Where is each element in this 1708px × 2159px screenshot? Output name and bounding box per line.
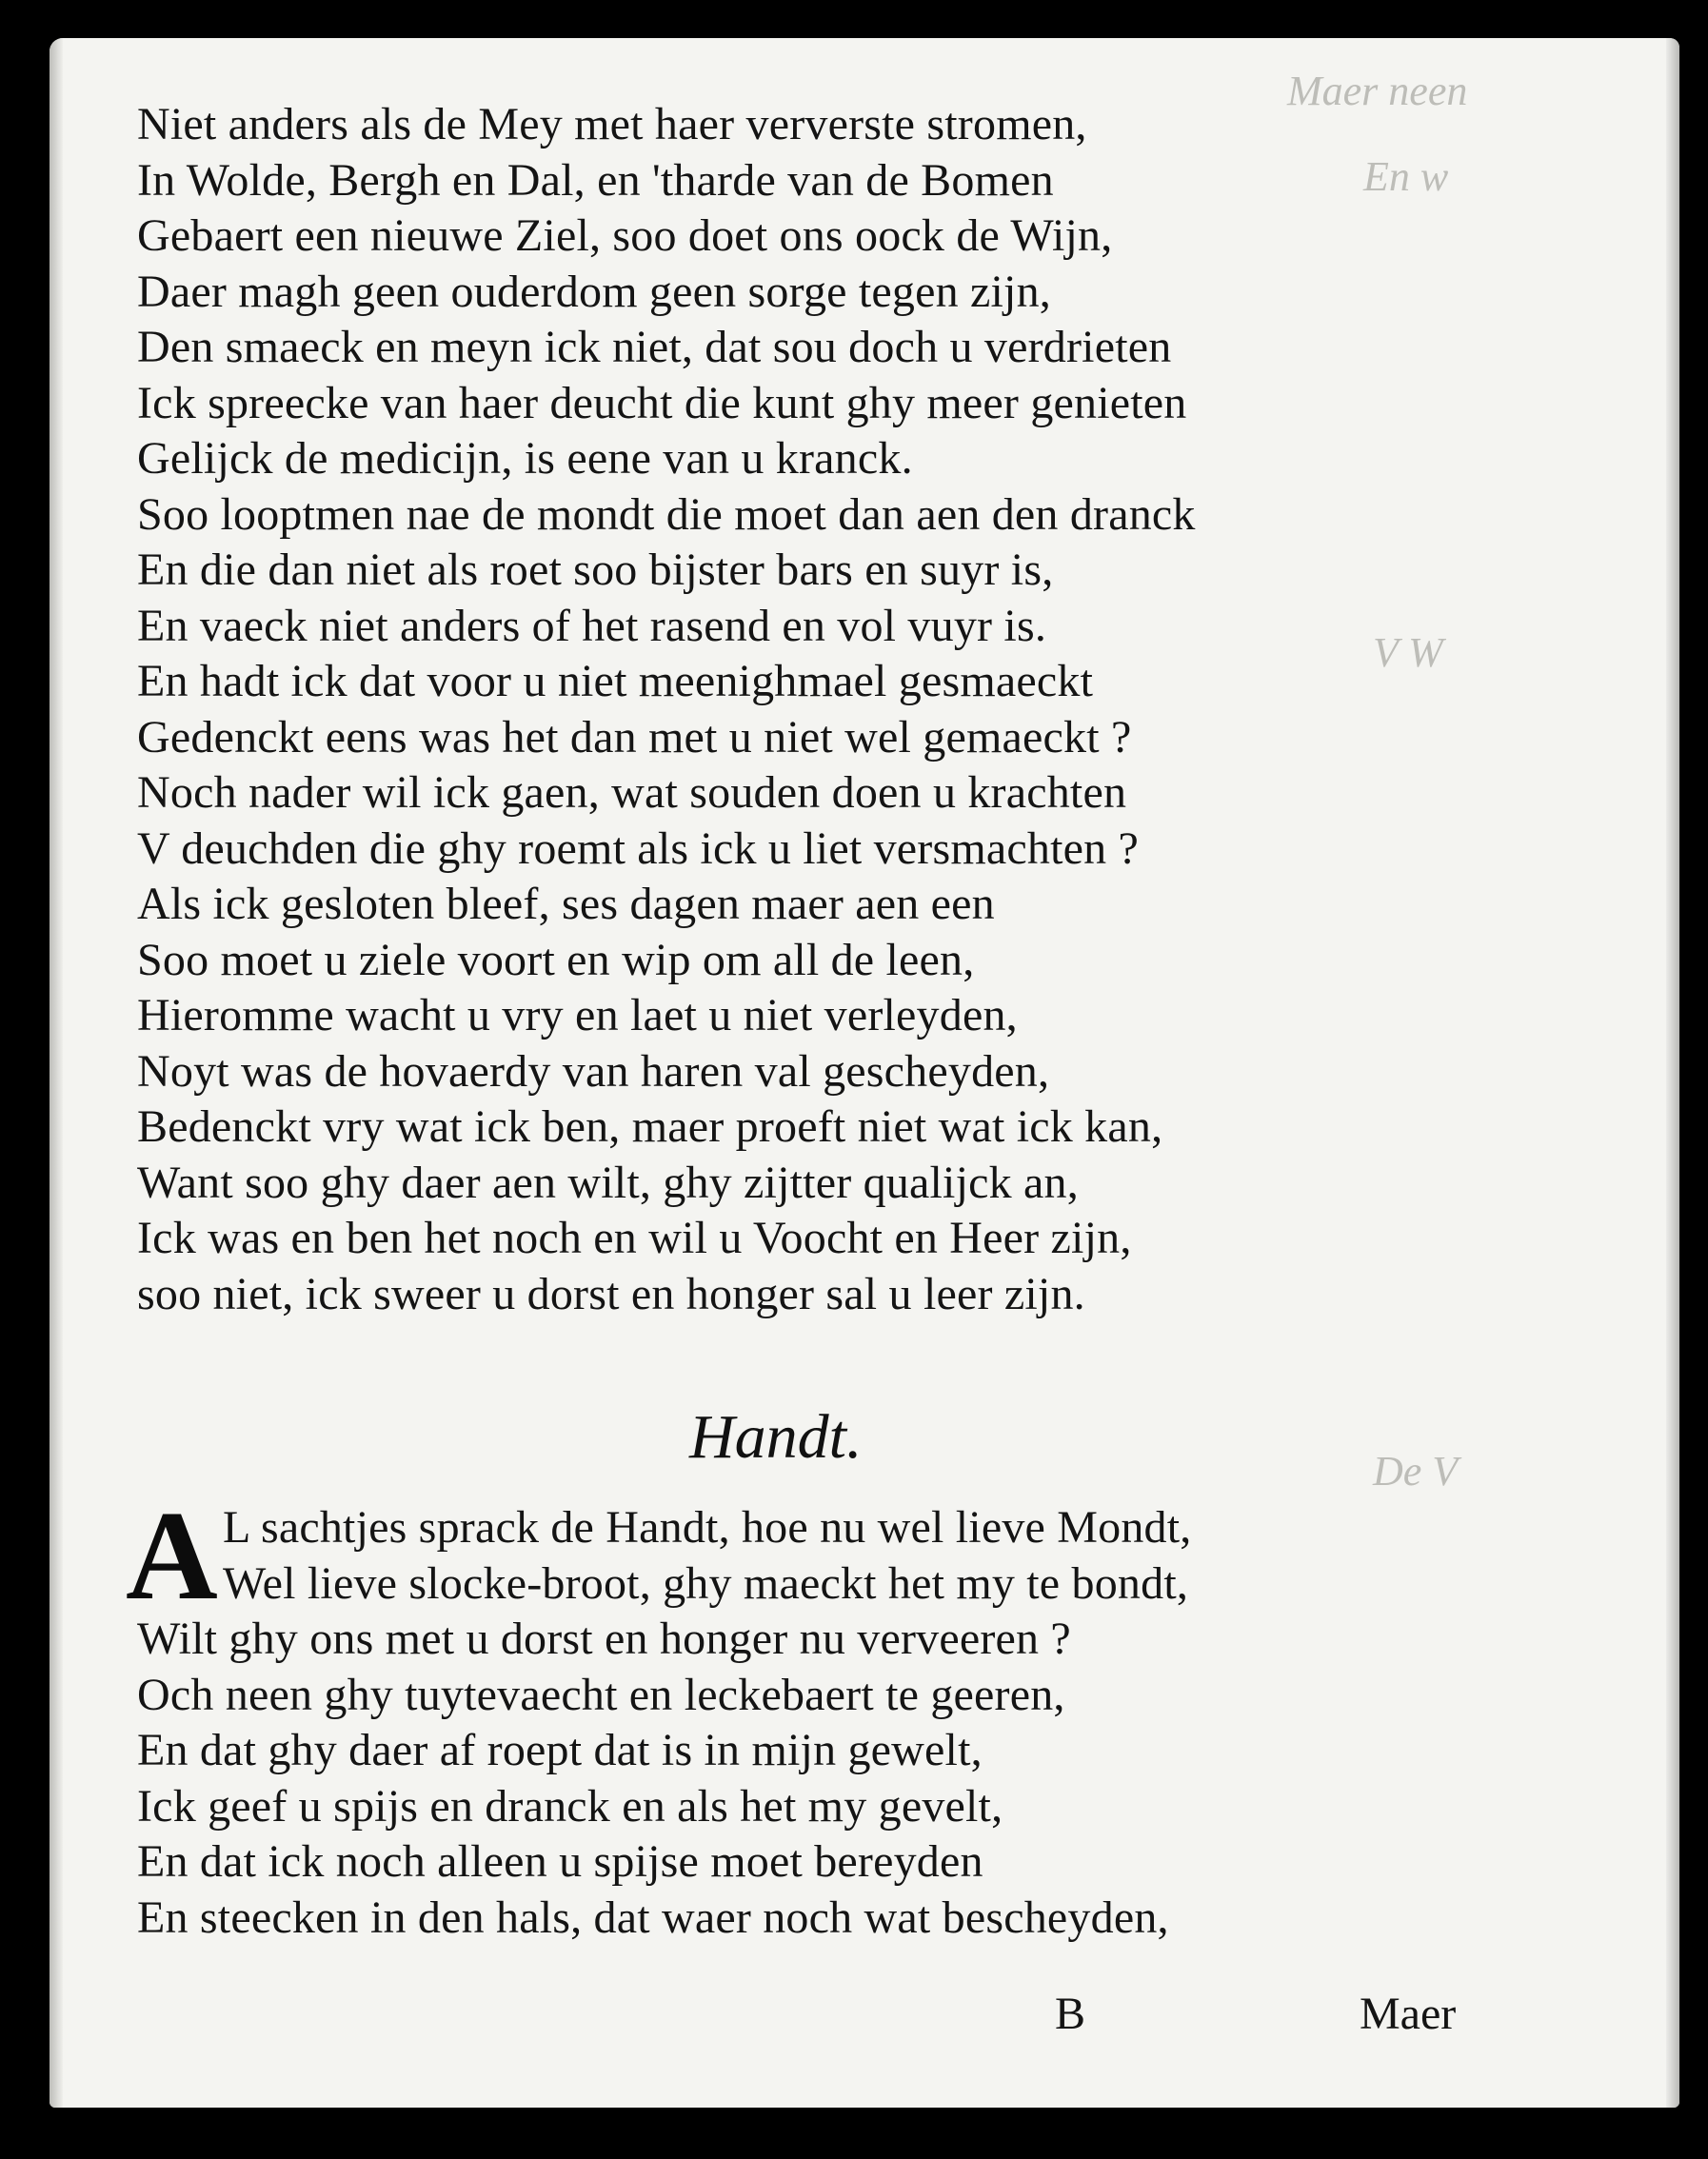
verse-line: En dat ghy daer af roept dat is in mijn gewelt,: [137, 1725, 983, 1775]
verse-line: Ick spreecke van haer deucht die kunt ghy meer genieten: [137, 377, 1187, 428]
verse-line: En vaeck niet anders of het rasend en vol vuyr is.: [137, 600, 1047, 651]
verse-line: Ick geef u spijs en dranck en als het my gevelt,: [137, 1780, 1003, 1832]
verse-line: Och neen ghy tuytevaecht en leckebaert te geeren,: [137, 1669, 1065, 1720]
catchword: Maer: [1360, 1989, 1457, 2039]
verse-line: Den smaeck en meyn ick niet, dat sou doch u verdrieten: [137, 322, 1172, 372]
book-page: [50, 38, 1679, 2108]
verse-line: Soo moet u ziele voort en wip om all de leen,: [137, 934, 975, 985]
verse-line: Wel lieve slocke-broot, ghy maeckt het my te bondt,: [223, 1557, 1189, 1609]
drop-cap: A: [126, 1485, 218, 1626]
verse-line: L sachtjes sprack de Handt, hoe nu wel lieve Mondt,: [223, 1502, 1192, 1553]
show-through-text: V W: [1373, 629, 1443, 676]
verse-line: Ick was en ben het noch en wil u Voocht en Heer zijn,: [137, 1213, 1132, 1263]
verse-line: Gelijck de medicijn, is eene van u kranck.: [137, 433, 913, 484]
verse-line: En hadt ick dat voor u niet meenighmael gesmaeckt: [137, 656, 1094, 706]
verse-line: Noyt was de hovaerdy van haren val gescheyden,: [137, 1045, 1050, 1097]
section-heading: Handt.: [689, 1402, 863, 1472]
verse-line: Soo looptmen nae de mondt die moet dan aen den dranck: [137, 488, 1196, 540]
verse-line: V deuchden die ghy roemt als ick u liet versmachten ?: [137, 822, 1140, 874]
verse-line: soo niet, ick sweer u dorst en honger sal u leer zijn.: [137, 1268, 1085, 1319]
show-through-text: En w: [1363, 153, 1449, 200]
verse-line: Bedenckt vry wat ick ben, maer proeft niet wat ick kan,: [137, 1101, 1163, 1152]
page-binding-shadow: [50, 38, 63, 2108]
verse-line: Niet anders als de Mey met haer ververste stromen,: [137, 99, 1087, 149]
verse-line: In Wolde, Bergh en Dal, en 'tharde van de Bomen: [137, 154, 1054, 206]
signature-mark: B: [1055, 1989, 1086, 2039]
verse-line: Als ick gesloten bleef, ses dagen maer aen een: [137, 879, 995, 929]
page-edge: [1666, 38, 1679, 2108]
verse-line: En dat ick noch alleen u spijse moet bereyden: [137, 1836, 983, 1887]
verse-line: Wilt ghy ons met u dorst en honger nu verveeren ?: [137, 1614, 1071, 1664]
verse-line: Noch nader wil ick gaen, wat souden doen u krachten: [137, 767, 1127, 818]
verse-line: Gebaert een nieuwe Ziel, soo doet ons oock de Wijn,: [137, 210, 1113, 261]
verse-block-1: [137, 97, 1432, 1322]
verse-line: Daer magh geen ouderdom geen sorge tegen zijn,: [137, 266, 1051, 317]
verse-line: Gedenckt eens was het dan met u niet wel gemaeckt ?: [137, 711, 1132, 763]
show-through-text: De V: [1373, 1448, 1459, 1495]
verse-block-2: [137, 1500, 1470, 1946]
show-through-text: Maer neen: [1287, 68, 1468, 114]
verse-line: En die dan niet als roet soo bijster bars en suyr is,: [137, 545, 1054, 595]
verse-line: Hieromme wacht u vry en laet u niet verleyden,: [137, 990, 1018, 1040]
verse-line: En steecken in den hals, dat waer noch wat bescheyden,: [137, 1892, 1169, 1943]
verse-line: Want soo ghy daer aen wilt, ghy zijtter qualijck an,: [137, 1157, 1079, 1208]
